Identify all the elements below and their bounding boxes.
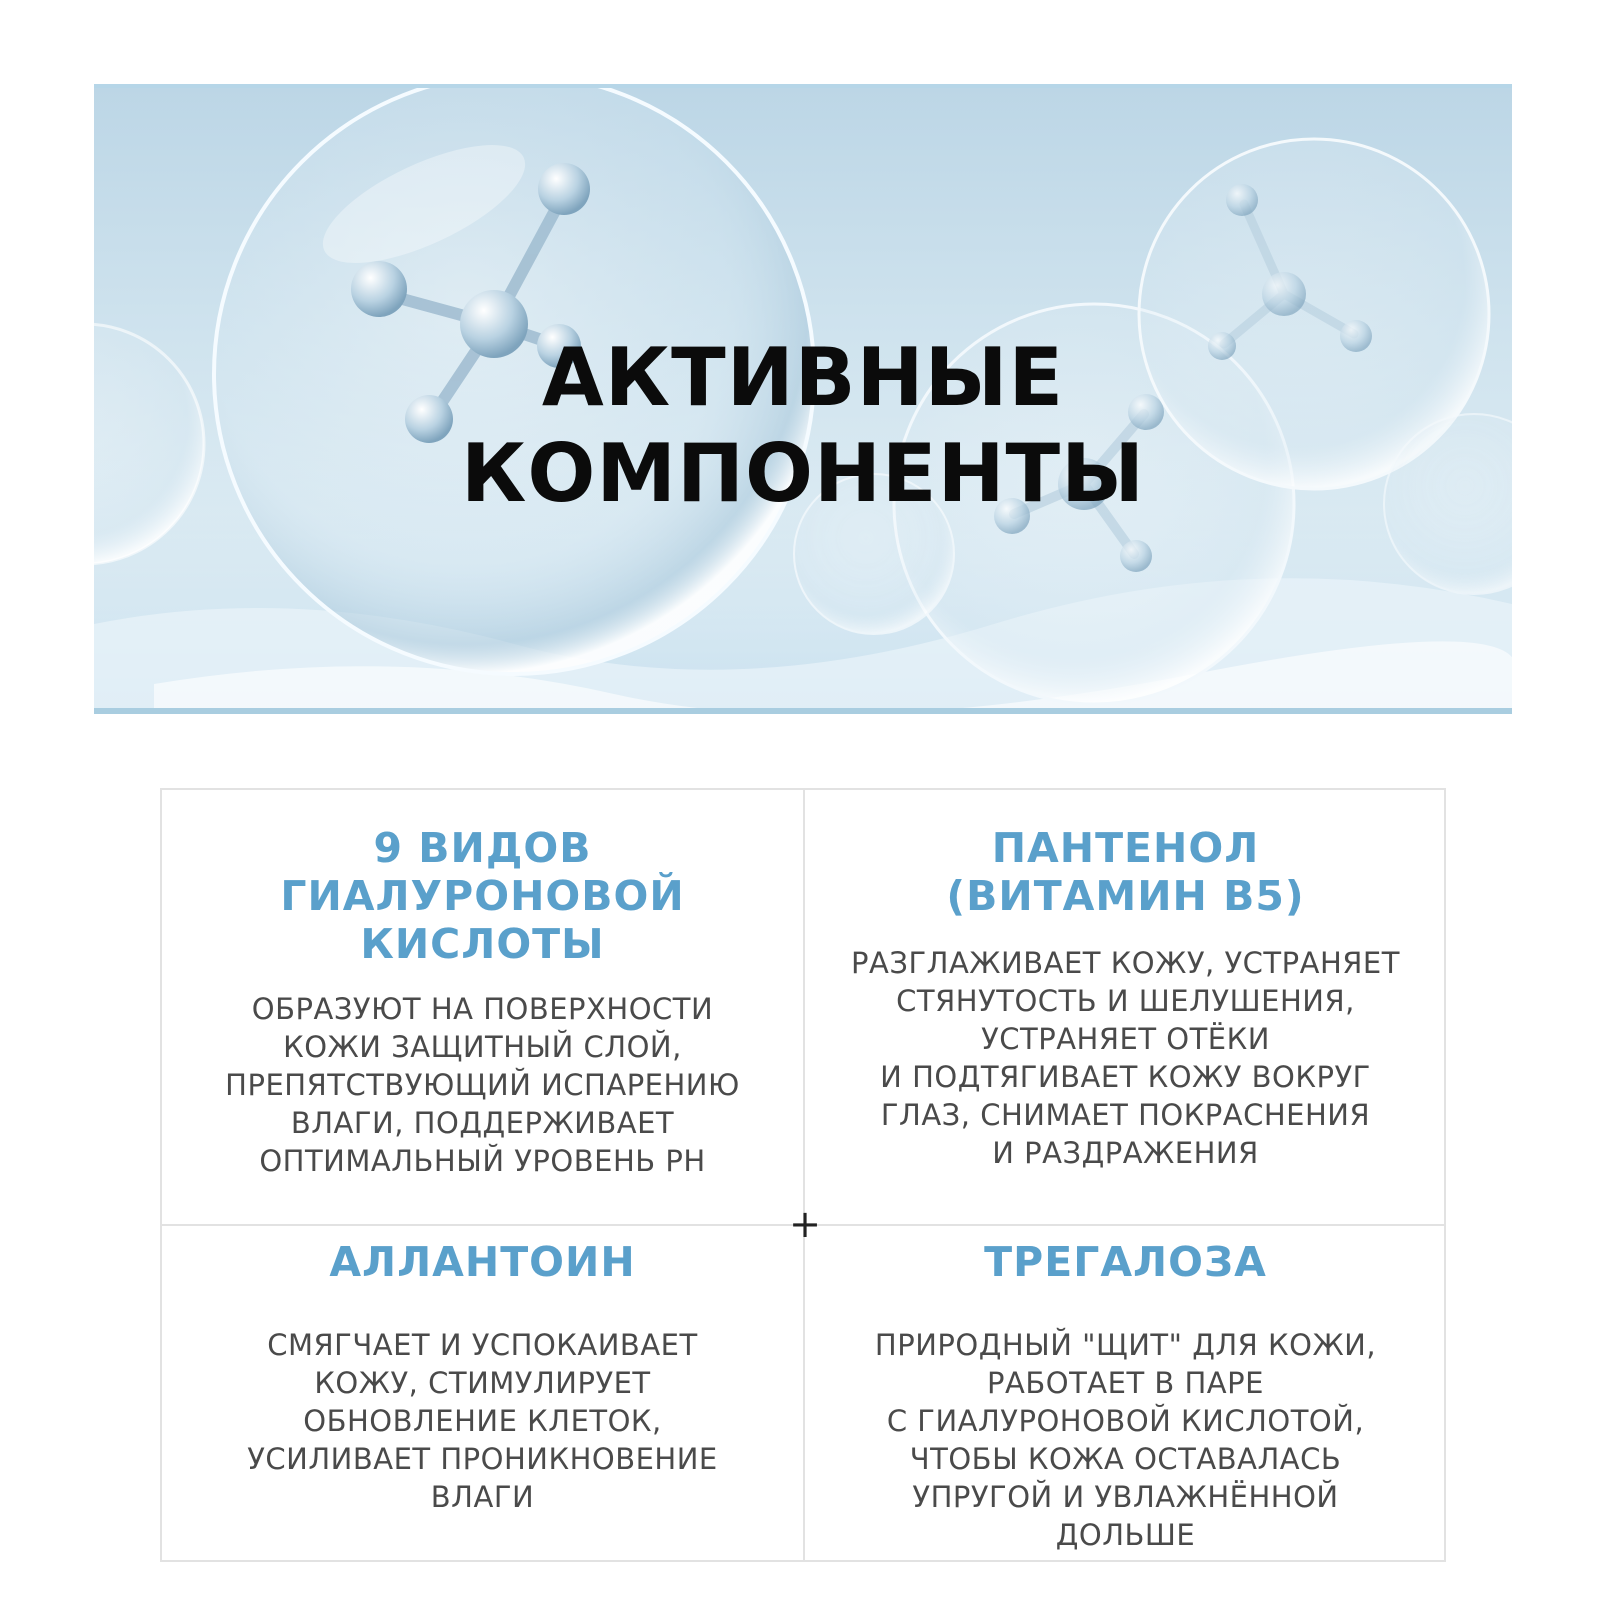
description-line: КОЖИ ЗАЩИТНЫЙ СЛОЙ, bbox=[283, 1030, 682, 1064]
description-line: УСИЛИВАЕТ ПРОНИКНОВЕНИЕ bbox=[247, 1442, 718, 1476]
component-title bbox=[162, 1238, 803, 1286]
description-line: ВЛАГИ bbox=[430, 1480, 535, 1514]
component-description bbox=[805, 1326, 1446, 1554]
component-description bbox=[805, 944, 1446, 1172]
component-card-trehalose bbox=[805, 1238, 1446, 1554]
description-line: ОБРАЗУЮТ НА ПОВЕРХНОСТИ bbox=[251, 992, 714, 1026]
component-title-line: 9 ВИДОВ bbox=[373, 824, 592, 872]
description-line: ДОЛЬШЕ bbox=[1055, 1518, 1196, 1552]
component-card-allantoin bbox=[162, 1238, 803, 1516]
description-line: ОПТИМАЛЬНЫЙ УРОВЕНЬ PH bbox=[259, 1144, 706, 1178]
description-line: С ГИАЛУРОНОВОЙ КИСЛОТОЙ, bbox=[886, 1404, 1365, 1438]
description-line: ГЛАЗ, СНИМАЕТ ПОКРАСНЕНИЯ bbox=[880, 1098, 1371, 1132]
component-title-line: ТРЕГАЛОЗА bbox=[984, 1238, 1267, 1286]
description-line: И РАЗДРАЖЕНИЯ bbox=[992, 1136, 1259, 1170]
description-line: УСТРАНЯЕТ ОТЁКИ bbox=[981, 1022, 1270, 1056]
component-title bbox=[805, 1238, 1446, 1286]
page-title-line-1: АКТИВНЫЕ bbox=[541, 331, 1065, 424]
description-line: ОБНОВЛЕНИЕ КЛЕТОК, bbox=[303, 1404, 662, 1438]
hero-banner bbox=[94, 84, 1512, 714]
component-description bbox=[162, 1326, 803, 1516]
description-line: И ПОДТЯГИВАЕТ КОЖУ ВОКРУГ bbox=[880, 1060, 1371, 1094]
component-title bbox=[805, 824, 1446, 920]
page-title-line-2: КОМПОНЕНТЫ bbox=[461, 427, 1145, 520]
component-title-line: (ВИТАМИН B5) bbox=[946, 872, 1305, 920]
plus-icon: + bbox=[789, 1202, 821, 1246]
page-title bbox=[94, 330, 1512, 522]
description-line: ПРЕПЯТСТВУЮЩИЙ ИСПАРЕНИЮ bbox=[225, 1068, 740, 1102]
component-title bbox=[162, 824, 803, 968]
component-title-line: ГИАЛУРОНОВОЙ bbox=[280, 872, 685, 920]
description-line: СМЯГЧАЕТ И УСПОКАИВАЕТ bbox=[267, 1328, 698, 1362]
description-line: ЧТОБЫ КОЖА ОСТАВАЛАСЬ bbox=[909, 1442, 1342, 1476]
description-line: ВЛАГИ, ПОДДЕРЖИВАЕТ bbox=[290, 1106, 675, 1140]
component-card-hyaluronic-acid bbox=[162, 824, 803, 1180]
component-description bbox=[162, 990, 803, 1180]
description-line: РАБОТАЕТ В ПАРЕ bbox=[987, 1366, 1264, 1400]
description-line: СТЯНУТОСТЬ И ШЕЛУШЕНИЯ, bbox=[896, 984, 1355, 1018]
description-line: УПРУГОЙ И УВЛАЖНЁННОЙ bbox=[912, 1480, 1339, 1514]
component-card-panthenol bbox=[805, 824, 1446, 1172]
description-line: ПРИРОДНЫЙ "ЩИТ" ДЛЯ КОЖИ, bbox=[874, 1328, 1377, 1362]
component-title-line: АЛЛАНТОИН bbox=[329, 1238, 636, 1286]
description-line: РАЗГЛАЖИВАЕТ КОЖУ, УСТРАНЯЕТ bbox=[851, 946, 1400, 980]
component-title-line: ПАНТЕНОЛ bbox=[991, 824, 1260, 872]
description-line: КОЖУ, СТИМУЛИРУЕТ bbox=[314, 1366, 651, 1400]
component-title-line: КИСЛОТЫ bbox=[360, 920, 605, 968]
components-grid bbox=[160, 788, 1446, 1562]
